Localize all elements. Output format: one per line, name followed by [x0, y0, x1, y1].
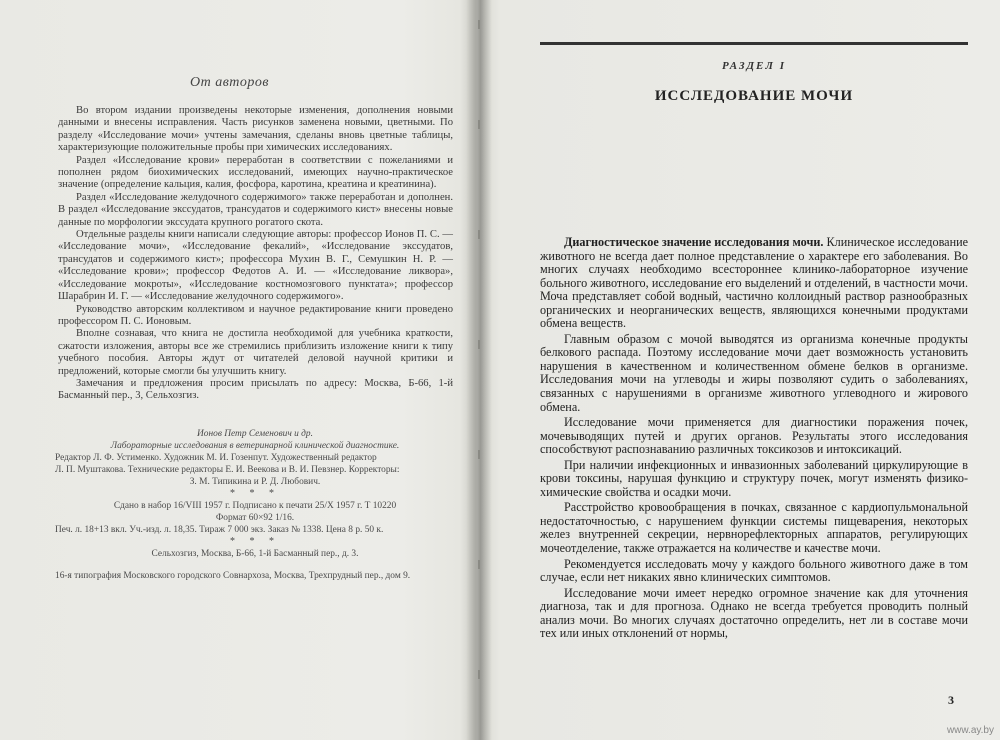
imprint-editors: З. М. Типикина и Р. Д. Любович. [189, 477, 321, 487]
right-page [490, 0, 1000, 740]
imprint-print-info: Печ. л. 18+13 вкл. Уч.-изд. л. 18,35. Тираж 7 000 экз. Заказ № 1338. Цена 8 р. 50 к. [55, 525, 384, 535]
binding-stitch [478, 20, 480, 29]
imprint-print-info: Сдано в набор 16/VIII 1957 г. Подписано к печати 25/X 1957 г. Т 10220 [113, 501, 397, 511]
preface-paragraph: Раздел «Исследование крови» переработан в соответствии с пожеланиями и пополнен рядом биохимических исследований, имеющих научно-практическое значение (определение кальция, калия, фосфора, каротина, креатина и креатинина). [58, 154, 453, 191]
imprint-editors: Редактор Л. Ф. Устименко. Художник М. И. Гозенпут. Художественный редактор [55, 453, 377, 463]
chapter-heading: ИССЛЕДОВАНИЕ МОЧИ [654, 88, 854, 104]
imprint-block [55, 428, 455, 582]
imprint-separator: * * * [230, 488, 280, 499]
chapter-paragraph: При наличии инфекционных и инвазионных заболеваний циркулирующие в крови токсины, нарушая функцию и структуру почек, могут изменять физико-химические свойства и осадки мочи. [540, 457, 968, 499]
imprint-book-title: Лабораторные исследования в ветеринарной клинической диагностике. [110, 441, 400, 451]
paragraph-text: Клиническое исследование животного не всегда дает полное представление о характере его заболевания. Во многих случаях необходимо всестороннее клинико-лабораторное изучение больного животного, исследование его выделений и отделений, в частности мочи. Моча представляет собой водный, частично коллоидный раствор разнообразных органических и неорганических веществ, являющихся конечными продуктами обмена веществ. [540, 235, 969, 331]
preface-title: От авторов [190, 75, 269, 90]
imprint-publisher: Сельхозгиз, Москва, Б-66, 1-й Басманный пер., д. 3. [151, 549, 359, 559]
page-number: 3 [948, 693, 954, 707]
chapter-paragraph: Исследование мочи применяется для диагностики поражения почек, мочевыводящих путей и других органов. Результаты этого исследования способствуют распознаванию различных токсикозов и интоксикаций. [540, 415, 968, 457]
chapter-paragraph: Расстройство кровообращения в почках, связанное с кардиопульмональной недостаточностью, с нарушением функции системы пищеварения, некоторых желез внутренней секреции, нервнорефлекторных аппаратов, регулирующих мочеотделение, также отражается на количестве и качестве мочи. [540, 500, 968, 556]
chapter-paragraph: Исследование мочи имеет нередко огромное значение как для уточнения диагноза, так и для прогноза. Однако не всегда требуется проводить полный анализ мочи. Во многих случаях достаточно определить, нет ли в составе мочи тех или иных отклонений от нормы, [540, 585, 968, 641]
binding-stitch [478, 560, 480, 569]
binding-stitch [478, 340, 480, 349]
top-rule [540, 42, 968, 45]
paragraph-lead: Диагностическое значение исследования мочи. [564, 235, 824, 249]
imprint-authors: Ионов Петр Семенович и др. [197, 429, 313, 439]
imprint-print-info: Формат 60×92 1/16. [215, 513, 295, 523]
chapter-body [540, 236, 968, 643]
binding-stitch [478, 450, 480, 459]
chapter-paragraph: Рекомендуется исследовать мочу у каждого больного животного даже в том случае, если нет никаких явно клинических симптомов. [540, 556, 968, 585]
binding-stitch [478, 230, 480, 239]
preface-paragraph: Отдельные разделы книги написали следующие авторы: профессор Ионов П. С. — «Исследование мочи», «Исследование фекалий», «Исследование экссудатов, трансудатов и содержимого кист»; профессора Мухин В. Г., Семушкин Н. Р. — «Исследование крови»; профессор Федотов А. И. — «Исследование ликвора», «Исследование мокроты», «Исследование костномозгового пунктата»; профессор Шарабрин И. Г. — «Исследование желудочного содержимого». [58, 229, 453, 303]
preface-paragraph: Замечания и предложения просим присылать по адресу: Москва, Б-66, 1-й Басманный пер., 3, Сельхозгиз. [58, 377, 453, 402]
binding-stitch [478, 120, 480, 129]
watermark: www.ay.by [946, 725, 994, 736]
preface-paragraph: Раздел «Исследование желудочного содержимого» также переработан и дополнен. В раздел «Исследование экссудатов, трансудатов и содержимого кист» внесены новые данные по морфологии экссудата крупного рогатого скота. [58, 191, 453, 228]
imprint-typography: 16-я типография Московского городского Совнархоза, Москва, Трехпрудный пер., дом 9. [55, 571, 411, 581]
preface-paragraph: Руководство авторским коллективом и научное редактирование книги проведено профессором П. С. Ионовым. [58, 303, 453, 327]
chapter-paragraph: Главным образом с мочой выводятся из организма конечные продукты белкового распада. Поэтому исследование мочи дает возможность установить нарушения в качественном и количественном обмене белков в организме. Исследования мочи на углеводы и жиры позволяют судить о заболеваниях, связанных с нарушениями в организме животного углеводного и жирового обмена. [540, 331, 968, 414]
imprint-separator: * * * [230, 536, 280, 547]
binding-stitch [478, 670, 480, 679]
chapter-paragraph [540, 236, 968, 331]
preface-body [58, 105, 453, 403]
section-label: РАЗДЕЛ I [722, 60, 786, 72]
preface-paragraph: Во втором издании произведены некоторые изменения, дополнения новыми данными и внесены исправления. Часть рисунков заменена новыми, цветными. По разделу «Исследование мочи» учтены замечания, сделаны вновь цветные таблицы, характеризующие положительные пробы при химических исследованиях. [58, 105, 453, 154]
preface-paragraph: Вполне сознавая, что книга не достигла необходимой для учебника краткости, сжатости изложения, авторы все же стремились приблизить изложение книги к типу учебного пособия. Авторы ждут от читателей деловой научной критики и предложений, которые смогли бы улучшить книгу. [58, 328, 453, 377]
imprint-editors: Л. П. Муштакова. Технические редакторы Е. И. Веекова и В. И. Певзнер. Корректоры: [55, 465, 400, 475]
left-page [0, 0, 470, 740]
